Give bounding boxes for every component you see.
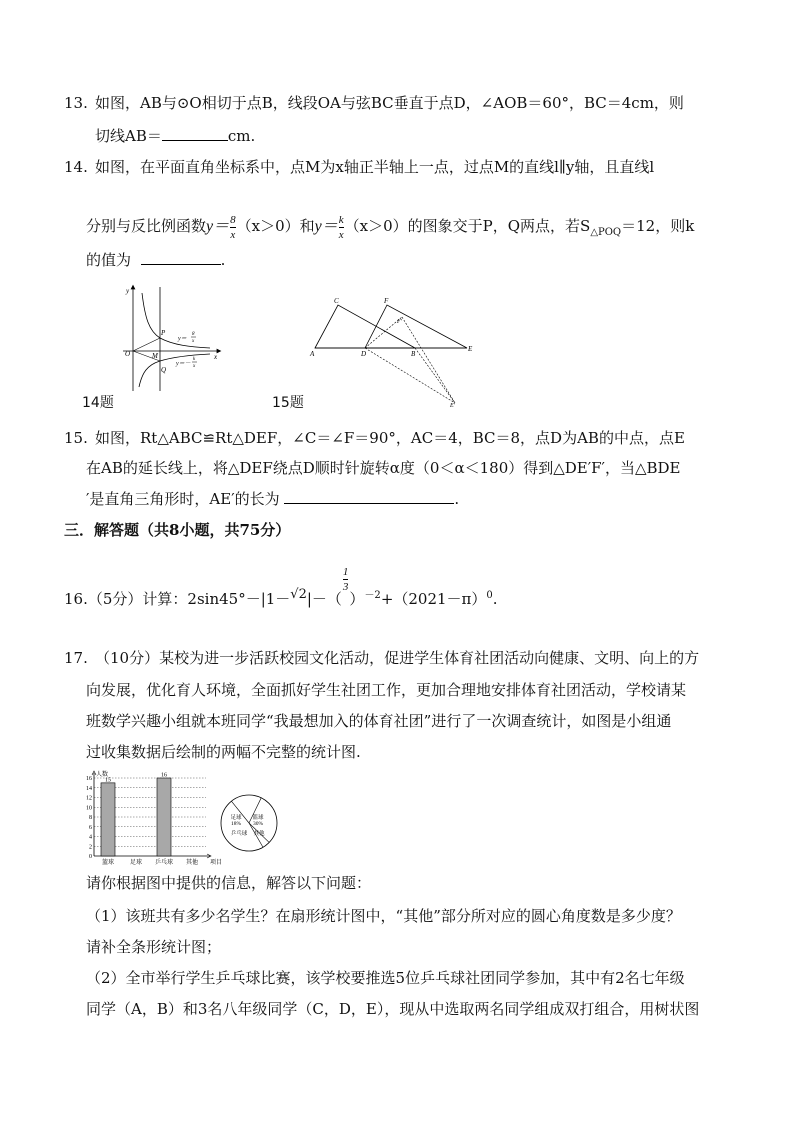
q15-text: 如图，Rt△ABC≌Rt△DEF，∠C＝∠F＝90°，AC＝4，BC＝8，点D为AB的中点，点E [95, 429, 685, 447]
y-tick-label: 8 [89, 815, 92, 821]
q14-line3: 的值为 . [86, 251, 226, 269]
caption-14: 14题 [82, 395, 114, 411]
label-m: M [152, 352, 158, 360]
figure-15 [305, 293, 480, 408]
curve-8-over-x [142, 293, 210, 348]
bar-data-label: 15 [105, 777, 111, 784]
y-tick-label: 4 [89, 834, 92, 841]
triangle-def [365, 305, 467, 348]
pie-slice-percent: 30% [252, 821, 264, 827]
q14-answer-blank[interactable] [141, 250, 221, 265]
bar-chart [78, 770, 228, 865]
label-y: y [126, 287, 130, 295]
q15-line3: ′是直角三角形时，AE′的长为 . [86, 490, 460, 508]
segment-op [133, 338, 160, 351]
q14-line2: 分别与反比例函数y＝ $\frac{8}{x}$ （x＞0）和y＝ $\frac{k}{x}$ （x＞0）的图象交于P，Q两点，若$S_{\triangle POQ}=12$，则k [86, 213, 695, 241]
pie-chart [218, 792, 280, 854]
bar-乒乓球 [157, 778, 171, 856]
segment-be-prime [415, 348, 455, 403]
q17-line7: 请补全条形统计图； [86, 938, 222, 956]
label-p: P [161, 329, 166, 337]
caption-15: 15题 [272, 395, 304, 411]
x-tick-label: 乒乓球 [154, 860, 174, 865]
fraction-k-over-x: $\frac{k}{x}$ [338, 213, 344, 241]
x-tick-label: 篮球 [101, 860, 115, 865]
y-tick-label: 12 [86, 795, 92, 802]
section-3-title: 三．解答题（共8小题，共75分） [64, 521, 291, 539]
q15-number: 15. [64, 429, 88, 447]
segment-fe-prime [402, 317, 455, 403]
y-tick-label: 0 [89, 854, 92, 860]
y-tick-label: 2 [89, 844, 92, 851]
label-a: A [310, 350, 315, 358]
q15-answer-blank[interactable] [284, 489, 454, 504]
figure-14 [115, 283, 225, 393]
pie-slice-label: 乒乓球 [230, 831, 248, 837]
curve1-den: x [192, 339, 195, 344]
q17-line2: 向发展，优化育人环境，全面抓好学生社团工作，更加合理地安排体育社团活动，学校请某 [86, 681, 687, 699]
curve2-den: x [193, 364, 196, 369]
pie-slice-percent: 18% [230, 821, 242, 827]
curve-k-over-x [139, 354, 210, 387]
curve2-label: y＝－ [176, 361, 191, 367]
q14-text: 如图，在平面直角坐标系中，点M为x轴正半轴上一点，过点M的直线l∥y轴，且直线l [95, 158, 655, 176]
q13-line2: 切线AB＝ cm. [95, 127, 256, 145]
x-axis-label: 项目 [210, 860, 223, 865]
pie-slice-label: 篮球 [252, 815, 264, 821]
q17-text: （10分）某校为进一步活跃校园文化活动，促进学生体育社团活动向健康、文明、向上的方 [95, 649, 700, 667]
q16-line: 16.（5分）计算：2sin45°－|1－√2|－（ $\frac{1}{3}$ ）$^{-2}+(2021-\pi)^0$. [64, 566, 498, 608]
fraction-1-over-3: $\frac{1}{3}$ [342, 566, 349, 593]
label-f-prime: F′ [397, 319, 402, 325]
fraction-8-over-x: $\frac{8}{x}$ [230, 213, 236, 241]
q17-line5: 请你根据图中提供的信息，解答以下问题： [86, 874, 372, 892]
label-o: O [125, 350, 131, 358]
label-f: F [384, 297, 389, 305]
q15-line2: 在AB的延长线上，将△DEF绕点D顺时针旋转α度（0＜α＜180）得到△DE′F′，当△BDE [86, 459, 681, 477]
y-axis-label: 人数 [96, 772, 109, 778]
label-e: E [468, 345, 473, 353]
q17-line4: 过收集数据后绘制的两幅不完整的统计图. [86, 743, 361, 761]
label-e-prime: E′ [450, 403, 455, 408]
label-d: D [361, 350, 367, 358]
y-tick-label: 6 [89, 824, 92, 831]
q13-number: 13. [64, 94, 88, 112]
label-b: B [411, 350, 416, 358]
q13-text: 如图，AB与⊙O相切于点B，线段OA与弦BC垂直于点D，∠AOB＝60°，BC＝4cm，则 [95, 94, 684, 112]
curve1-num: 8 [192, 332, 195, 337]
bar-篮球 [101, 783, 115, 856]
curve2-num: k [193, 357, 196, 362]
q14-number: 14. [64, 158, 88, 176]
x-tick-label: 其他 [185, 860, 199, 865]
q17-line3: 班数学兴趣小组就本班同学“我最想加入的体育社团”进行了一次调查统计，如图是小组通 [86, 712, 672, 730]
segment-de-prime [365, 348, 455, 403]
y-tick-label: 16 [86, 776, 92, 782]
curve1-label: y＝ [178, 336, 187, 342]
triangle-abc [315, 305, 415, 348]
label-x: x [214, 353, 218, 361]
pie-slice-label: 其他 [253, 831, 265, 837]
y-tick-label: 14 [86, 785, 92, 792]
label-c: C [334, 297, 339, 305]
q17-number: 17. [64, 649, 88, 667]
q13-answer-blank[interactable] [162, 126, 228, 141]
q17-line8: （2）全市举行学生乒乓球比赛，该学校要推选5位乒乓球社团同学参加，其中有2名七年级 [86, 969, 685, 987]
label-q: Q [161, 366, 167, 374]
x-tick-label: 足球 [129, 860, 143, 865]
bar-data-label: 16 [161, 772, 167, 779]
pie-slice-label: 足球 [230, 815, 242, 821]
q17-line9: 同学（A，B）和3名八年级同学（C，D，E），现从中选取两名同学组成双打组合，用树状图 [86, 1000, 700, 1018]
y-tick-label: 10 [86, 805, 92, 812]
q17-line6: （1）该班共有多少名学生？在扇形统计图中，“其他”部分所对应的圆心角度数是多少度？ [86, 907, 681, 925]
